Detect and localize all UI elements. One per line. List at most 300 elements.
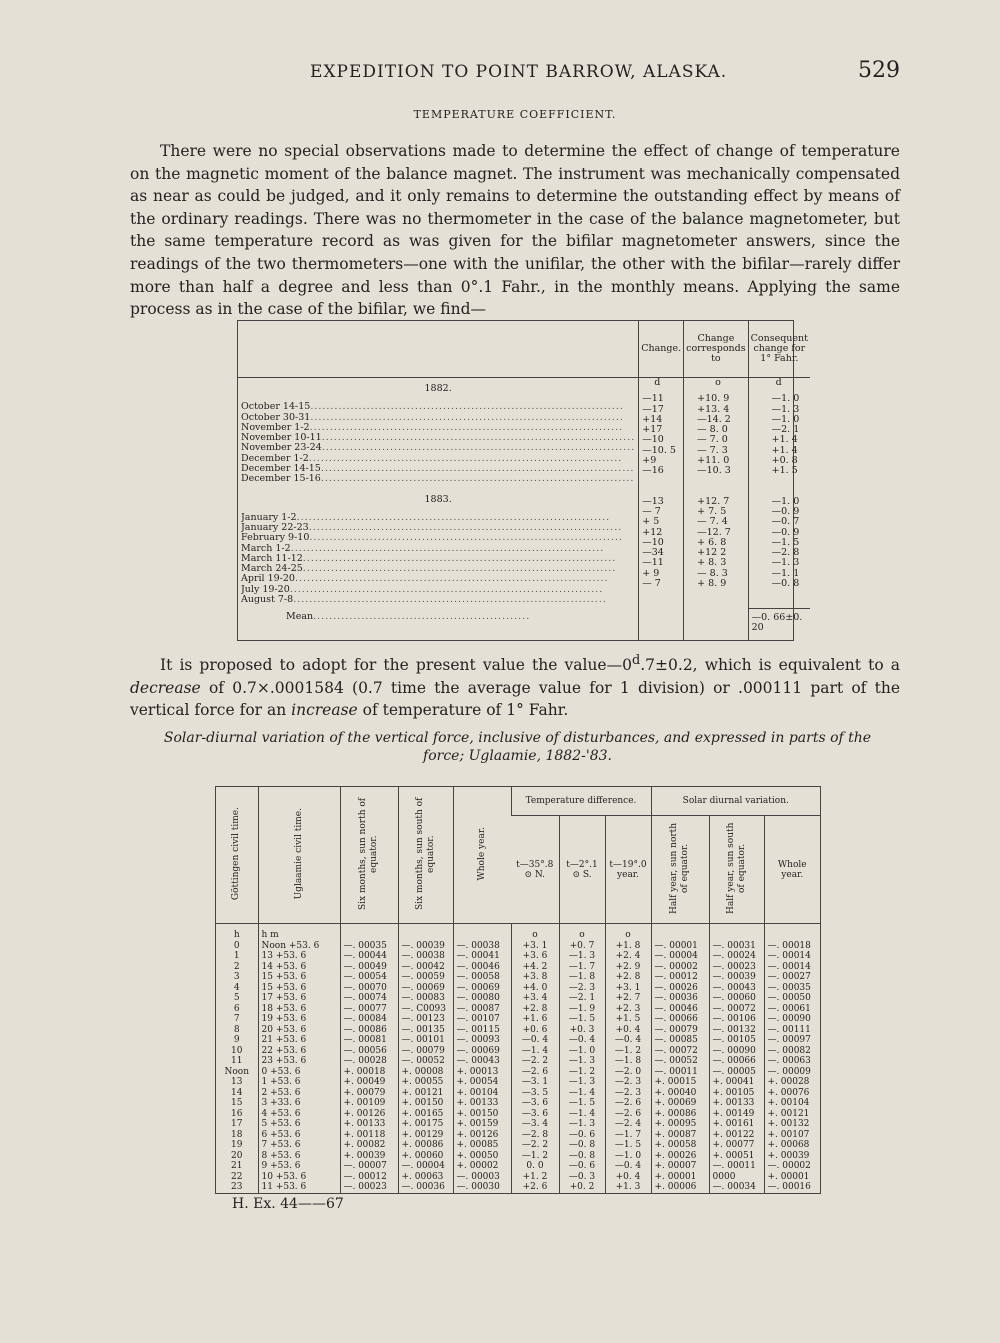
table-cell: —. 00077 (343, 1003, 387, 1014)
p2-part-3: of 0.7×.0001584 (0.7 time the average value for 1 division) or .000111 part of the vertical force for an (130, 678, 900, 720)
table-cell: +0. 7 (569, 940, 595, 951)
table-cell: +3. 8 (522, 972, 548, 982)
unit-label: h m (261, 930, 279, 940)
paragraph-1-text: There were no special observations made to determine the effect of change of temperature on the magnetic moment of the balance magnet. The instrument was mechanically compensated as near as could be judged, and it only remains to determine the outstanding effect by means of the ordinary readings. There was no thermometer in the case of the balance magnetometer, but the same temperature record as was given for the bifilar magnetometer answers, since the readings of the two thermometers—one with the unifilar, the other with the bifilar—rarely differ more than half a degree and less than 0°.1 Fahr., in the monthly means. Applying the same process as in the case of the bifilar, we find— (130, 142, 900, 319)
table-cell: 15 +53. 6 (261, 982, 307, 993)
table-cell: —. 00038 (401, 951, 445, 961)
consequent-value: —1. 3 (771, 557, 800, 569)
unit-label: h (233, 930, 240, 940)
leader-dots: .............................................................................. (321, 443, 636, 454)
table-cell: 15 (231, 1098, 243, 1108)
table-cell: +. 00039 (767, 1150, 810, 1161)
table-cell: —. 00069 (456, 1045, 500, 1056)
page-number: 529 (858, 58, 900, 83)
running-title: EXPEDITION TO POINT BARROW, ALASKA. (310, 62, 728, 82)
table-cell: —. 00079 (654, 1024, 698, 1035)
table-cell: —. 00043 (712, 982, 756, 993)
unit-label: d (654, 377, 661, 388)
table-cell: 19 (231, 1140, 243, 1150)
table-cell: +. 00104 (767, 1098, 810, 1108)
table-cell: —. 00018 (767, 940, 811, 951)
table-row-date (241, 585, 635, 595)
table-cell: —. 00038 (456, 940, 500, 951)
table-cell: 14 (231, 1087, 243, 1098)
corresponds-value: —10. 3 (697, 465, 731, 477)
header-uglaamie (258, 787, 340, 924)
table-cell: +. 00018 (343, 1066, 386, 1077)
table-cell: +. 00109 (343, 1098, 386, 1108)
table-cell: —. 00014 (767, 961, 811, 972)
table-cell: 0. 0 (526, 1161, 544, 1171)
table-cell: +2. 8 (615, 972, 641, 982)
leader-dots: .............................................................................. (308, 453, 623, 464)
table-cell: —0. 4 (568, 1035, 596, 1045)
change-value: —34 (642, 547, 664, 559)
table1-mean-empty-1 (639, 608, 684, 640)
unit-label (655, 930, 706, 941)
change-value: —10. 5 (642, 444, 676, 456)
table-cell: —0. 4 (521, 1035, 549, 1045)
consequent-value: —1. 0 (771, 393, 800, 405)
table-row-date (241, 564, 635, 574)
consequent-value: —1. 0 (771, 413, 800, 425)
table-cell: +. 00086 (654, 1108, 697, 1119)
table-cell: +. 00001 (654, 1171, 697, 1182)
table-cell: —. 00046 (654, 1003, 698, 1014)
corresponds-value: +10. 9 (697, 393, 730, 405)
table-cell: —. 00002 (767, 1161, 811, 1171)
table-cell: 1 (233, 951, 240, 961)
table-cell: —2. 8 (521, 1129, 549, 1140)
date-label: August 7-8 (241, 595, 294, 606)
table-cell: —. 00035 (767, 982, 811, 993)
table-cell: —0. 6 (568, 1161, 596, 1171)
table-cell: —. 00039 (401, 940, 445, 951)
header-six-south (398, 787, 453, 924)
table-cell: —. 00046 (456, 961, 500, 972)
paragraph-2 (130, 650, 900, 722)
col-temp-n (511, 924, 559, 1193)
consequent-value: —2. 1 (771, 424, 800, 436)
consequent-value: —0. 7 (771, 516, 800, 528)
table-cell: —. 00106 (712, 1014, 756, 1024)
table-cell: 14 +53. 6 (261, 961, 307, 972)
consequent-value: +1. 4 (771, 444, 798, 456)
table-cell: —. 00074 (343, 993, 387, 1003)
date-label: March 24-25 (241, 564, 303, 575)
consequent-value: —1. 5 (771, 536, 800, 548)
change-value: + 9 (642, 567, 660, 579)
unit-label (402, 930, 450, 941)
leader-dots: .............................................................................. (296, 512, 611, 523)
table-cell: —. 00011 (654, 1066, 698, 1077)
table-cell: 9 +53. 6 (261, 1161, 301, 1171)
table-cell: +1. 3 (615, 1182, 641, 1192)
table-cell: —. 00039 (712, 972, 756, 982)
table-cell: +4. 0 (522, 982, 548, 993)
table-cell: +. 00013 (456, 1066, 499, 1077)
table-cell: —. 00049 (343, 961, 387, 972)
table-cell: —. 00035 (343, 940, 387, 951)
table-cell: +3. 4 (522, 993, 548, 1003)
table-cell: —. 00016 (767, 1182, 811, 1192)
table-cell: —1. 7 (614, 1129, 642, 1140)
table-cell: —. 00079 (401, 1045, 445, 1056)
table-cell: 2 +53. 6 (261, 1087, 301, 1098)
table-cell: 17 (231, 1119, 243, 1129)
table-cell: +. 00087 (654, 1129, 697, 1140)
col-six-south (398, 924, 453, 1193)
table-cell: —2. 2 (521, 1056, 549, 1066)
table-cell: —2. 3 (614, 1077, 642, 1087)
table-cell: —3. 1 (521, 1077, 549, 1087)
col-gottingen (216, 924, 258, 1193)
section-title: TEMPERATURE COEFFICIENT. (413, 108, 617, 121)
table-cell: —2. 0 (614, 1066, 642, 1077)
header-half-south-text: Half year, sun south of equator. (725, 822, 747, 914)
p2-emphasis-decrease: decrease (130, 678, 201, 697)
change-value: —17 (642, 403, 664, 415)
table-cell: —. 00069 (456, 982, 500, 993)
table-cell: —2. 1 (568, 993, 596, 1003)
consequent-value: —0. 8 (771, 578, 800, 590)
mean-label: Mean (286, 611, 314, 623)
corresponds-value: — 7. 3 (697, 444, 728, 456)
table-cell: —. 00004 (654, 951, 698, 961)
header-gottingen-text: Göttingen civil time. (231, 806, 242, 901)
table-cell: —. 00066 (654, 1014, 698, 1024)
table-row-date (241, 402, 635, 412)
date-label: October 30-31 (241, 412, 311, 423)
table-cell: +. 00161 (712, 1119, 755, 1129)
table-cell: —. 00097 (767, 1035, 811, 1045)
corresponds-value: +12 2 (697, 547, 727, 559)
table-cell: 0000 (712, 1171, 736, 1182)
table-cell: 0 +53. 6 (261, 1066, 301, 1077)
table-cell: 9 (233, 1035, 240, 1045)
table-cell: +. 00150 (456, 1108, 499, 1119)
date-label: November 23-24 (241, 443, 322, 454)
year-heading: 1882. (424, 383, 452, 395)
table-cell: —0. 8 (568, 1140, 596, 1150)
table-cell: +. 00126 (456, 1129, 499, 1140)
unit-label: o (579, 930, 585, 940)
table-cell: +. 00001 (767, 1171, 810, 1182)
table-cell: —. 00052 (401, 1056, 445, 1066)
corresponds-value: +13. 4 (697, 403, 730, 415)
table1-change-column (639, 378, 684, 609)
leader-dots: .............................................................................. (302, 553, 617, 564)
table-cell: —3. 5 (521, 1087, 549, 1098)
table-cell: —0. 3 (568, 1171, 596, 1182)
temperature-change-table (237, 320, 808, 641)
table-cell: —. 00005 (712, 1066, 756, 1077)
consequent-value: +1. 5 (771, 465, 798, 477)
table-cell: —. 00069 (401, 982, 445, 993)
leader-dots: .............................................................................. (320, 464, 635, 475)
date-label: December 15-16 (241, 474, 321, 485)
unit-label: d (775, 377, 782, 388)
table-cell: —1. 3 (568, 1119, 596, 1129)
unit-label (344, 930, 395, 941)
table-cell: +4. 2 (522, 961, 548, 972)
table-row-date (241, 474, 635, 484)
table-cell: —. 00066 (712, 1056, 756, 1066)
table-cell: +. 00076 (767, 1087, 810, 1098)
table-cell: —. 00082 (767, 1045, 811, 1056)
mean-leader-dots: ...................................................... (313, 611, 531, 623)
table-cell: —. 00054 (343, 972, 387, 982)
table-cell: 7 +53. 6 (261, 1140, 301, 1150)
table-cell: 23 (231, 1182, 243, 1192)
header-whole: Whole year. (764, 816, 820, 924)
header-whole-year (453, 787, 511, 924)
date-label: December 1-2 (241, 453, 309, 464)
date-label: January 22-23 (241, 522, 309, 533)
date-label: December 14-15 (241, 464, 321, 475)
table-row-date (241, 443, 635, 453)
change-value: +9 (642, 455, 657, 467)
table-cell: —. 00002 (654, 961, 698, 972)
solar-diurnal-table (215, 786, 821, 1194)
table-cell: +. 00068 (767, 1140, 810, 1150)
header-t2: t—2°.1 ⊙ S. (559, 816, 605, 924)
table1-mean-label-cell (238, 608, 639, 640)
table-row-date (241, 544, 635, 554)
table-cell: +. 00026 (654, 1150, 697, 1161)
caption-line-2: force; Uglaamie, 1882-'83. (423, 748, 612, 764)
table-row-date (241, 533, 635, 543)
col-uglaamie (258, 924, 340, 1193)
table-cell: —0. 4 (614, 1035, 642, 1045)
table-cell: —2. 6 (521, 1066, 549, 1077)
table-cell: —. 00056 (343, 1045, 387, 1056)
corresponds-value: + 8. 3 (697, 557, 727, 569)
table-cell: +3. 1 (615, 982, 641, 993)
table-cell: —1. 2 (568, 1066, 596, 1077)
change-value: —10 (642, 536, 664, 548)
table-cell: 10 (231, 1045, 243, 1056)
col-temp-y (605, 924, 651, 1193)
leader-dots: .............................................................................. (294, 574, 609, 585)
change-value: + 5 (642, 516, 660, 528)
table-cell: +. 00095 (654, 1119, 697, 1129)
table2-body-row (216, 924, 820, 1193)
unit-label: o (532, 930, 538, 940)
table-cell: +. 00159 (456, 1119, 499, 1129)
table-cell: 11 +53. 6 (261, 1182, 307, 1192)
table-cell: +. 00039 (343, 1150, 386, 1161)
table-cell: —. 00014 (767, 951, 811, 961)
table-cell: —. 00060 (712, 993, 756, 1003)
table-cell: —. 00028 (343, 1056, 387, 1066)
table-cell: —. 00023 (343, 1182, 387, 1192)
change-value: — 7 (642, 578, 661, 590)
table-cell: +. 00060 (401, 1150, 444, 1161)
table-cell: —. 00044 (343, 951, 387, 961)
caption-line-1: Solar-diurnal variation of the vertical force, inclusive of disturbances, and expressed in parts of the (163, 730, 872, 746)
table-cell: —2. 6 (614, 1108, 642, 1119)
table-cell: —1. 4 (568, 1087, 596, 1098)
table-cell: +. 00015 (654, 1077, 697, 1087)
mean-value: —0. 66±0. 20 (748, 608, 810, 640)
table-cell: +0. 4 (615, 1024, 641, 1035)
table-cell: —. 00009 (767, 1066, 811, 1077)
table1-header-corresponds: Change corresponds to (684, 321, 748, 378)
table-cell: 0 (233, 940, 240, 951)
corresponds-value: +12. 7 (697, 495, 730, 507)
table-cell: —. 00135 (401, 1024, 445, 1035)
header-half-north (651, 816, 709, 924)
leader-dots: .............................................................................. (310, 412, 624, 423)
corresponds-value: —14. 2 (697, 413, 731, 425)
table-row-date (241, 523, 635, 533)
table-cell: —. 00063 (767, 1056, 811, 1066)
table-cell: 2 (233, 961, 240, 972)
table-cell: —1. 5 (568, 1014, 596, 1024)
table-cell: +1. 2 (522, 1171, 548, 1182)
table-cell: 6 +53. 6 (261, 1129, 301, 1140)
table-cell: +. 00040 (654, 1087, 697, 1098)
change-value: — 7 (642, 505, 661, 517)
table-row-date (241, 574, 635, 584)
leader-dots: .............................................................................. (321, 433, 636, 444)
table-cell: —. 00115 (456, 1024, 500, 1035)
table-cell: +. 00049 (343, 1077, 386, 1087)
p2-part-1: It is proposed to adopt for the present value the value—0 (160, 656, 632, 675)
table-cell: 16 (231, 1108, 243, 1119)
table1-header-consequent: Consequent change for 1° Fahr. (748, 321, 810, 378)
header-half-south (709, 816, 764, 924)
table-2 (216, 787, 820, 1193)
col-half-south (709, 924, 764, 1193)
table-cell: +. 00105 (712, 1087, 755, 1098)
table-cell: —. 00107 (456, 1014, 500, 1024)
table-cell: +. 00149 (712, 1108, 755, 1119)
table-cell: —1. 3 (568, 1077, 596, 1087)
table-cell: 10 +53. 6 (261, 1171, 307, 1182)
leader-dots: .............................................................................. (289, 584, 604, 595)
leader-dots: .............................................................................. (290, 543, 605, 554)
table-cell: +. 00058 (654, 1140, 697, 1150)
table-cell: —. 00086 (343, 1024, 387, 1035)
table-cell: —. 00081 (343, 1035, 387, 1045)
change-value: —11 (642, 393, 664, 405)
corresponds-value: + 7. 5 (697, 505, 727, 517)
table-cell: —3. 6 (521, 1108, 549, 1119)
table-cell: +3. 6 (522, 951, 548, 961)
change-value: +14 (642, 413, 663, 425)
table-cell: —. 00111 (767, 1024, 811, 1035)
table-cell: 23 +53. 6 (261, 1056, 307, 1066)
table-cell: +. 00132 (767, 1119, 810, 1129)
table-cell: +. 00126 (343, 1108, 386, 1119)
table-cell: —1. 3 (568, 1056, 596, 1066)
running-header (130, 58, 900, 88)
table-cell: —. 00030 (456, 1182, 500, 1192)
table-cell: 4 +53. 6 (261, 1108, 301, 1119)
col-whole (764, 924, 820, 1193)
change-value: —10 (642, 434, 664, 446)
table-cell: +. 00041 (712, 1077, 755, 1087)
table-cell: 3 +33. 6 (261, 1098, 301, 1108)
corresponds-value: — 8. 0 (697, 424, 728, 436)
table-cell: 7 (233, 1014, 240, 1024)
table-cell: 13 +53. 6 (261, 951, 307, 961)
header-t1: t—35°.8 ⊙ N. (511, 816, 559, 924)
table-cell: —. 00084 (343, 1014, 387, 1024)
table-cell: —. 00070 (343, 982, 387, 993)
table-cell: —. 00132 (712, 1024, 756, 1035)
table-cell: —1. 3 (568, 951, 596, 961)
table-cell: +. 00051 (712, 1150, 755, 1161)
corresponds-value: —12. 7 (697, 526, 731, 538)
change-value: —16 (642, 465, 664, 477)
table-cell: —. 00072 (712, 1003, 756, 1014)
table-cell: +. 00122 (712, 1129, 755, 1140)
table-cell: +2. 4 (615, 951, 641, 961)
header-six-south-text: Six months, sun south of equator. (414, 797, 436, 910)
table-cell: —. 00007 (343, 1161, 387, 1171)
table-cell: —1. 9 (568, 1003, 596, 1014)
table-cell: —2. 4 (614, 1119, 642, 1129)
table-cell: —1. 8 (614, 1056, 642, 1066)
table-cell: +0. 2 (569, 1182, 595, 1192)
date-label: April 19-20 (241, 574, 295, 585)
table1-dates-column (238, 378, 639, 609)
table-cell: —. 00123 (401, 1014, 445, 1024)
table-cell: +0. 6 (522, 1024, 548, 1035)
table-cell: —. 00011 (712, 1161, 756, 1171)
table-cell: +. 00008 (401, 1066, 444, 1077)
unit-label: o (715, 377, 721, 388)
table-cell: —3. 4 (521, 1119, 549, 1129)
p2-emphasis-increase: increase (291, 701, 358, 720)
table-cell: —. 00083 (401, 993, 445, 1003)
table-row-date (241, 413, 635, 423)
col-whole-year (453, 924, 511, 1193)
table-cell: —. 00059 (401, 972, 445, 982)
table-cell: +. 00107 (767, 1129, 810, 1140)
table-cell: +. 00050 (456, 1150, 499, 1161)
table-cell: +1. 6 (522, 1014, 548, 1024)
table-cell: 19 +53. 6 (261, 1014, 307, 1024)
table-caption (130, 729, 905, 765)
table-cell: —. 00003 (456, 1171, 500, 1182)
table-cell: +. 00133 (456, 1098, 499, 1108)
leader-dots: .............................................................................. (293, 595, 607, 606)
table-cell: +. 00175 (401, 1119, 444, 1129)
table-row-date (241, 433, 635, 443)
unit-label (768, 930, 817, 941)
consequent-value: +1. 4 (771, 434, 798, 446)
table-cell: —. 00031 (712, 940, 756, 951)
consequent-value: —1. 0 (771, 495, 800, 507)
table-cell: 8 +53. 6 (261, 1150, 301, 1161)
table-cell: —2. 2 (521, 1140, 549, 1150)
table-cell: +2. 9 (615, 961, 641, 972)
table-cell: 17 +53. 6 (261, 993, 307, 1003)
table-cell: +. 00121 (767, 1108, 810, 1119)
table-cell: 15 +53. 6 (261, 972, 307, 982)
leader-dots: .............................................................................. (302, 564, 617, 575)
corresponds-value: + 6. 8 (697, 536, 727, 548)
leader-dots: .............................................................................. (309, 533, 623, 544)
table-cell: —. 00041 (456, 951, 500, 961)
table-cell: —. 00090 (712, 1045, 756, 1056)
table-cell: +. 00086 (401, 1140, 444, 1150)
table-cell: +. 00079 (343, 1087, 386, 1098)
